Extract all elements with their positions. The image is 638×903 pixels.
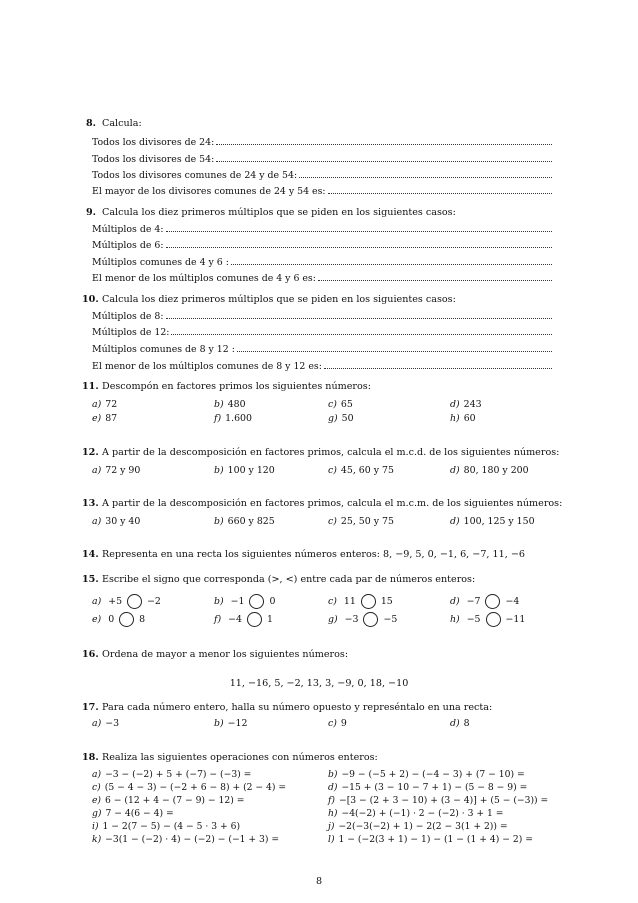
comparison-item: a) +5 −2 — [92, 596, 161, 607]
dotted-answer-line — [166, 224, 553, 232]
exercise-14-title: 14. Representa en una recta los siguientes números enteros: 8, −9, 5, 0, −1, 6, −7, 11, −6 — [82, 549, 525, 560]
dotted-answer-line — [231, 257, 552, 265]
list-item: d) 100, 125 y 150 — [450, 516, 535, 527]
exercise-9-line-3: Múltiplos comunes de 4 y 6 : — [92, 257, 552, 268]
list-item: b) 660 y 825 — [214, 516, 275, 527]
list-item: b) 480 — [214, 399, 246, 410]
answer-circle[interactable] — [486, 612, 501, 627]
list-item: a) 30 y 40 — [92, 516, 141, 527]
operation-item: c) (5 − 4 − 3) − (−2 + 6 − 8) + (2 − 4) = — [92, 782, 287, 793]
list-item: b) 100 y 120 — [214, 465, 275, 476]
exercise-9-line-2: Múltiplos de 6: — [92, 240, 552, 251]
comparison-item: b) −1 0 — [214, 596, 276, 607]
dotted-answer-line — [166, 311, 553, 319]
page-number: 8 — [315, 876, 323, 887]
list-item: g) 50 — [328, 413, 354, 424]
answer-circle[interactable] — [249, 594, 264, 609]
answer-circle[interactable] — [247, 612, 262, 627]
operation-item: e) 6 − (12 + 4 − (7 − 9) − 12) = — [92, 795, 245, 806]
operation-item: b) −9 − (−5 + 2) − (−4 − 3) + (7 − 10) = — [328, 769, 525, 780]
operation-item: i) 1 − 2(7 − 5) − (4 − 5 · 3 + 6) — [92, 821, 241, 832]
operation-item: a) −3 − (−2) + 5 + (−7) − (−3) = — [92, 769, 252, 780]
exercise-11-title: 11. Descompón en factores primos los siguientes números: — [82, 381, 371, 392]
exercise-13-title: 13. A partir de la descomposición en factores primos, calcula el m.c.m. de los siguientes números: — [82, 498, 563, 509]
operation-item: d) −15 + (3 − 10 − 7 + 1) − (5 − 8 − 9) = — [328, 782, 528, 793]
exercise-10-line-2: Múltiplos de 12: — [92, 327, 552, 338]
answer-circle[interactable] — [127, 594, 142, 609]
list-item: f) 1.600 — [214, 413, 252, 424]
operation-item: h) −4(−2) + (−1) · 2 − (−2) · 3 + 1 = — [328, 808, 504, 819]
list-item: d) 8 — [450, 718, 470, 729]
exercise-10-line-3: Múltiplos comunes de 8 y 12 : — [92, 344, 552, 355]
answer-circle[interactable] — [485, 594, 500, 609]
dotted-answer-line — [318, 273, 552, 281]
dotted-answer-line — [166, 240, 553, 248]
exercise-10-line-1: Múltiplos de 8: — [92, 311, 552, 322]
exercise-16-title: 16. Ordena de mayor a menor los siguientes números: — [82, 649, 349, 660]
list-item: d) 80, 180 y 200 — [450, 465, 529, 476]
dotted-answer-line — [171, 327, 552, 335]
comparison-item: g) −3 −5 — [328, 614, 398, 625]
list-item: b) −12 — [214, 718, 248, 729]
exercise-8-line-1: Todos los divisores de 24: — [92, 137, 552, 148]
exercise-10-title: 10. Calcula los diez primeros múltiplos que se piden en los siguientes casos: — [82, 294, 456, 305]
answer-circle[interactable] — [119, 612, 134, 627]
comparison-item: h) −5 −11 — [450, 614, 526, 625]
operation-item: j) −2(−3(−2) + 1) − 2(2 − 3(1 + 2)) = — [328, 821, 508, 832]
exercise-12-title: 12. A partir de la descomposición en factores primos, calcula el m.c.d. de los siguientes números: — [82, 447, 560, 458]
comparison-item: d) −7 −4 — [450, 596, 520, 607]
list-item: c) 45, 60 y 75 — [328, 465, 394, 476]
dotted-answer-line — [216, 154, 552, 162]
answer-circle[interactable] — [363, 612, 378, 627]
exercise-8-line-2: Todos los divisores de 54: — [92, 154, 552, 165]
dotted-answer-line — [324, 361, 552, 369]
list-item: a) 72 — [92, 399, 118, 410]
dotted-answer-line — [216, 137, 552, 145]
exercise-18-title: 18. Realiza las siguientes operaciones con números enteros: — [82, 752, 378, 763]
list-item: h) 60 — [450, 413, 476, 424]
list-item: c) 65 — [328, 399, 353, 410]
exercise-9-title: 9. Calcula los diez primeros múltiplos que se piden en los siguientes casos: — [85, 207, 456, 218]
exercise-8-title: 8. Calcula: — [85, 118, 142, 129]
operation-item: g) 7 − 4(6 − 4) = — [92, 808, 174, 819]
comparison-item: e) 0 8 — [92, 614, 146, 625]
dotted-answer-line — [299, 170, 552, 178]
exercise-9-line-4: El menor de los múltiplos comunes de 4 y 6 es: — [92, 273, 552, 284]
exercise-10-line-4: El menor de los múltiplos comunes de 8 y 12 es: — [92, 361, 552, 372]
list-item: c) 25, 50 y 75 — [328, 516, 394, 527]
operation-item: f) −[3 − (2 + 3 − 10) + (3 − 4)] + (5 − (−3)) = — [328, 795, 549, 806]
exercise-9-line-1: Múltiplos de 4: — [92, 224, 552, 235]
comparison-item: c) 11 15 — [328, 596, 393, 607]
comparison-item: f) −4 1 — [214, 614, 273, 625]
list-item: e) 87 — [92, 413, 118, 424]
list-item: d) 243 — [450, 399, 482, 410]
dotted-answer-line — [237, 344, 552, 352]
list-item: a) −3 — [92, 718, 120, 729]
dotted-answer-line — [328, 186, 552, 194]
exercise-15-title: 15. Escribe el signo que corresponda (>, <) entre cada par de números enteros: — [82, 574, 476, 585]
exercise-8-line-3: Todos los divisores comunes de 24 y de 54: — [92, 170, 552, 181]
list-item: a) 72 y 90 — [92, 465, 141, 476]
list-item: c) 9 — [328, 718, 347, 729]
answer-circle[interactable] — [361, 594, 376, 609]
operation-item: l) 1 − (−2(3 + 1) − 1) − (1 − (1 + 4) − 2) = — [328, 834, 533, 845]
exercise-17-title: 17. Para cada número entero, halla su número opuesto y represéntalo en una recta: — [82, 702, 493, 713]
exercise-8-line-4: El mayor de los divisores comunes de 24 y 54 es: — [92, 186, 552, 197]
operation-item: k) −3(1 − (−2) · 4) − (−2) − (−1 + 3) = — [92, 834, 280, 845]
exercise-16-number-list: 11, −16, 5, −2, 13, 3, −9, 0, 18, −10 — [229, 678, 409, 689]
